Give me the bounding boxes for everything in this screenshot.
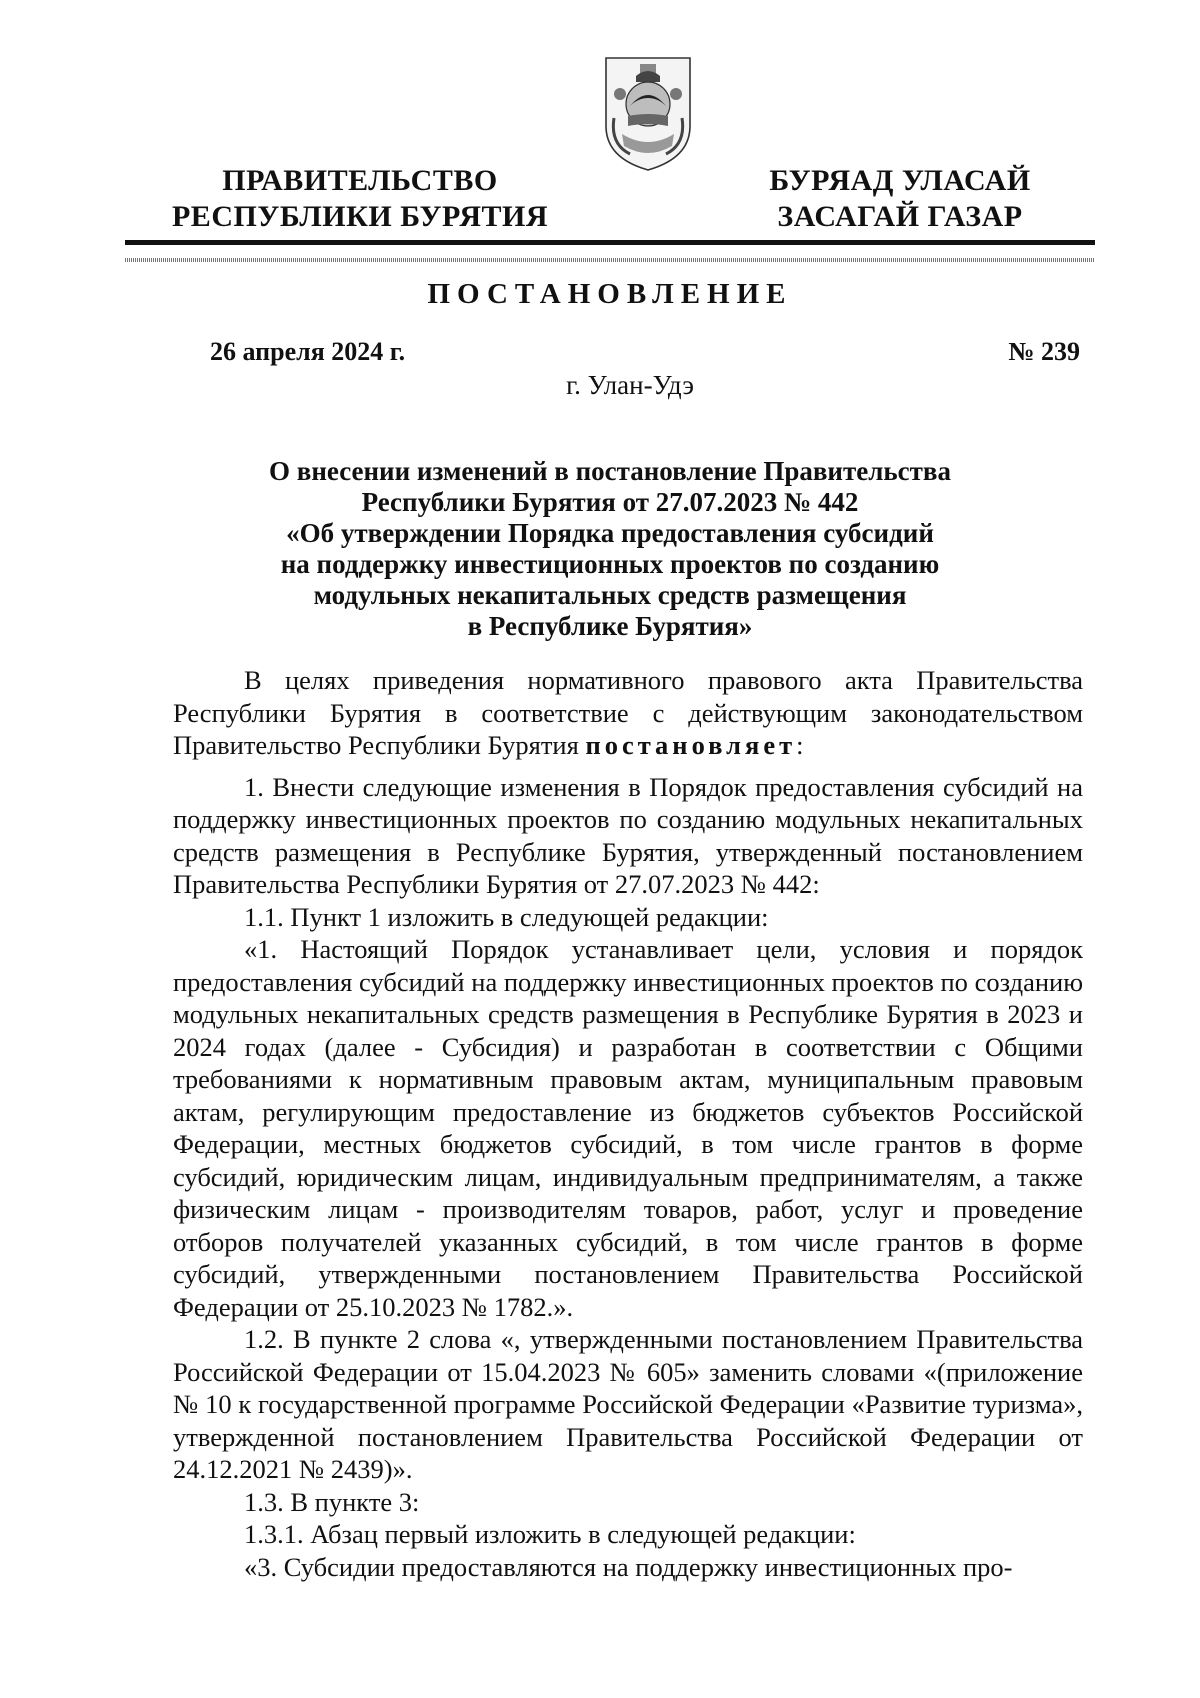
preamble-paragraph (173, 664, 1083, 762)
document-number: № 239 (1008, 337, 1080, 366)
title-line: в Республике Бурятия» (467, 611, 753, 641)
org-right-line2: ЗАСАГАЙ ГАЗАР (777, 200, 1023, 233)
org-left-line1: ПРАВИТЕЛЬСТВО (222, 164, 498, 197)
clause-1-3-1-text: «3. Субсидии предоставляются на поддержку инвестиционных про- (244, 1551, 1013, 1582)
clause-1-3: 1.3. В пункте 3: (244, 1486, 420, 1517)
coat-of-arms-icon (600, 54, 696, 172)
preamble-text: В целях приведения нормативного правового акта Правительства Республики Бурятия в соответствие с действующим законодательством Правительство Республики Бурятия (173, 665, 1083, 760)
title-line: Республики Бурятия от 27.07.2023 № 442 (361, 487, 859, 517)
clause-1-1-text: «1. Настоящий Порядок устанавливает цели, условия и порядок предоставления субсидий на поддержку инвестиционных проектов по созданию модульных некапитальных средств размещения в Республике Бурятия в 2023 и 2024 годах (далее - Субсидия) и разработан в соответствии с Общими требованиями к нормативным правовым актам, муниципальным правовым актам, регулирующим предоставление из бюджетов субъектов Российской Федерации, местных бюджетов субсидий, в том числе грантов в форме субсидий, юридическим лицам, индивидуальным предпринимателям, а также физическим лицам - производителям товаров, работ, услуг и проведение отборов получателей указанных субсидий, в том числе грантов в форме субсидий, утвержденными постановлением Правительства Российской Федерации от 25.10.2023 № 1782.». (173, 934, 1083, 1322)
title-line: О внесении изменений в постановление Правительства (269, 456, 951, 486)
header-rule-thin (125, 258, 1095, 262)
document-body (173, 664, 1083, 1583)
document-title (125, 456, 1095, 642)
document-city: г. Улан-Удэ (566, 370, 694, 400)
org-name-russian (170, 163, 550, 235)
resolution-word: постановляет (585, 730, 797, 760)
title-line: «Об утверждении Порядка предоставления субсидий (286, 518, 934, 548)
clause-1-1: 1.1. Пункт 1 изложить в следующей редакции: (244, 901, 769, 932)
org-name-buryat (760, 163, 1040, 235)
document-date: 26 апреля 2024 г. (210, 337, 406, 366)
title-line: модульных некапитальных средств размещения (313, 580, 907, 610)
clause-1: 1. Внести следующие изменения в Порядок предоставления субсидий на поддержку инвестиционных проектов по созданию модульных некапитальных средств размещения в Республике Бурятия, утвержденный постановлением Правительства Республики Бурятия от 27.07.2023 № 442: (173, 771, 1083, 899)
org-left-line2: РЕСПУБЛИКИ БУРЯТИЯ (171, 200, 549, 233)
org-right-line1: БУРЯАД УЛАСАЙ (769, 164, 1031, 197)
title-line: на поддержку инвестиционных проектов по созданию (280, 549, 940, 579)
header-rule-thick (125, 240, 1095, 245)
clause-1-2: 1.2. В пункте 2 слова «, утвержденными постановлением Правительства Российской Федерации от 15.04.2023 № 605» заменить словами «(приложение № 10 к государственной программе Российской Федерации «Развитие туризма», утвержденной постановлением Правительства Российской Федерации от 24.12.2021 № 2439)». (173, 1324, 1083, 1484)
clause-1-3-1: 1.3.1. Абзац первый изложить в следующей редакции: (244, 1519, 856, 1549)
document-type: ПОСТАНОВЛЕНИЕ (427, 278, 793, 310)
preamble-colon: : (796, 730, 804, 760)
